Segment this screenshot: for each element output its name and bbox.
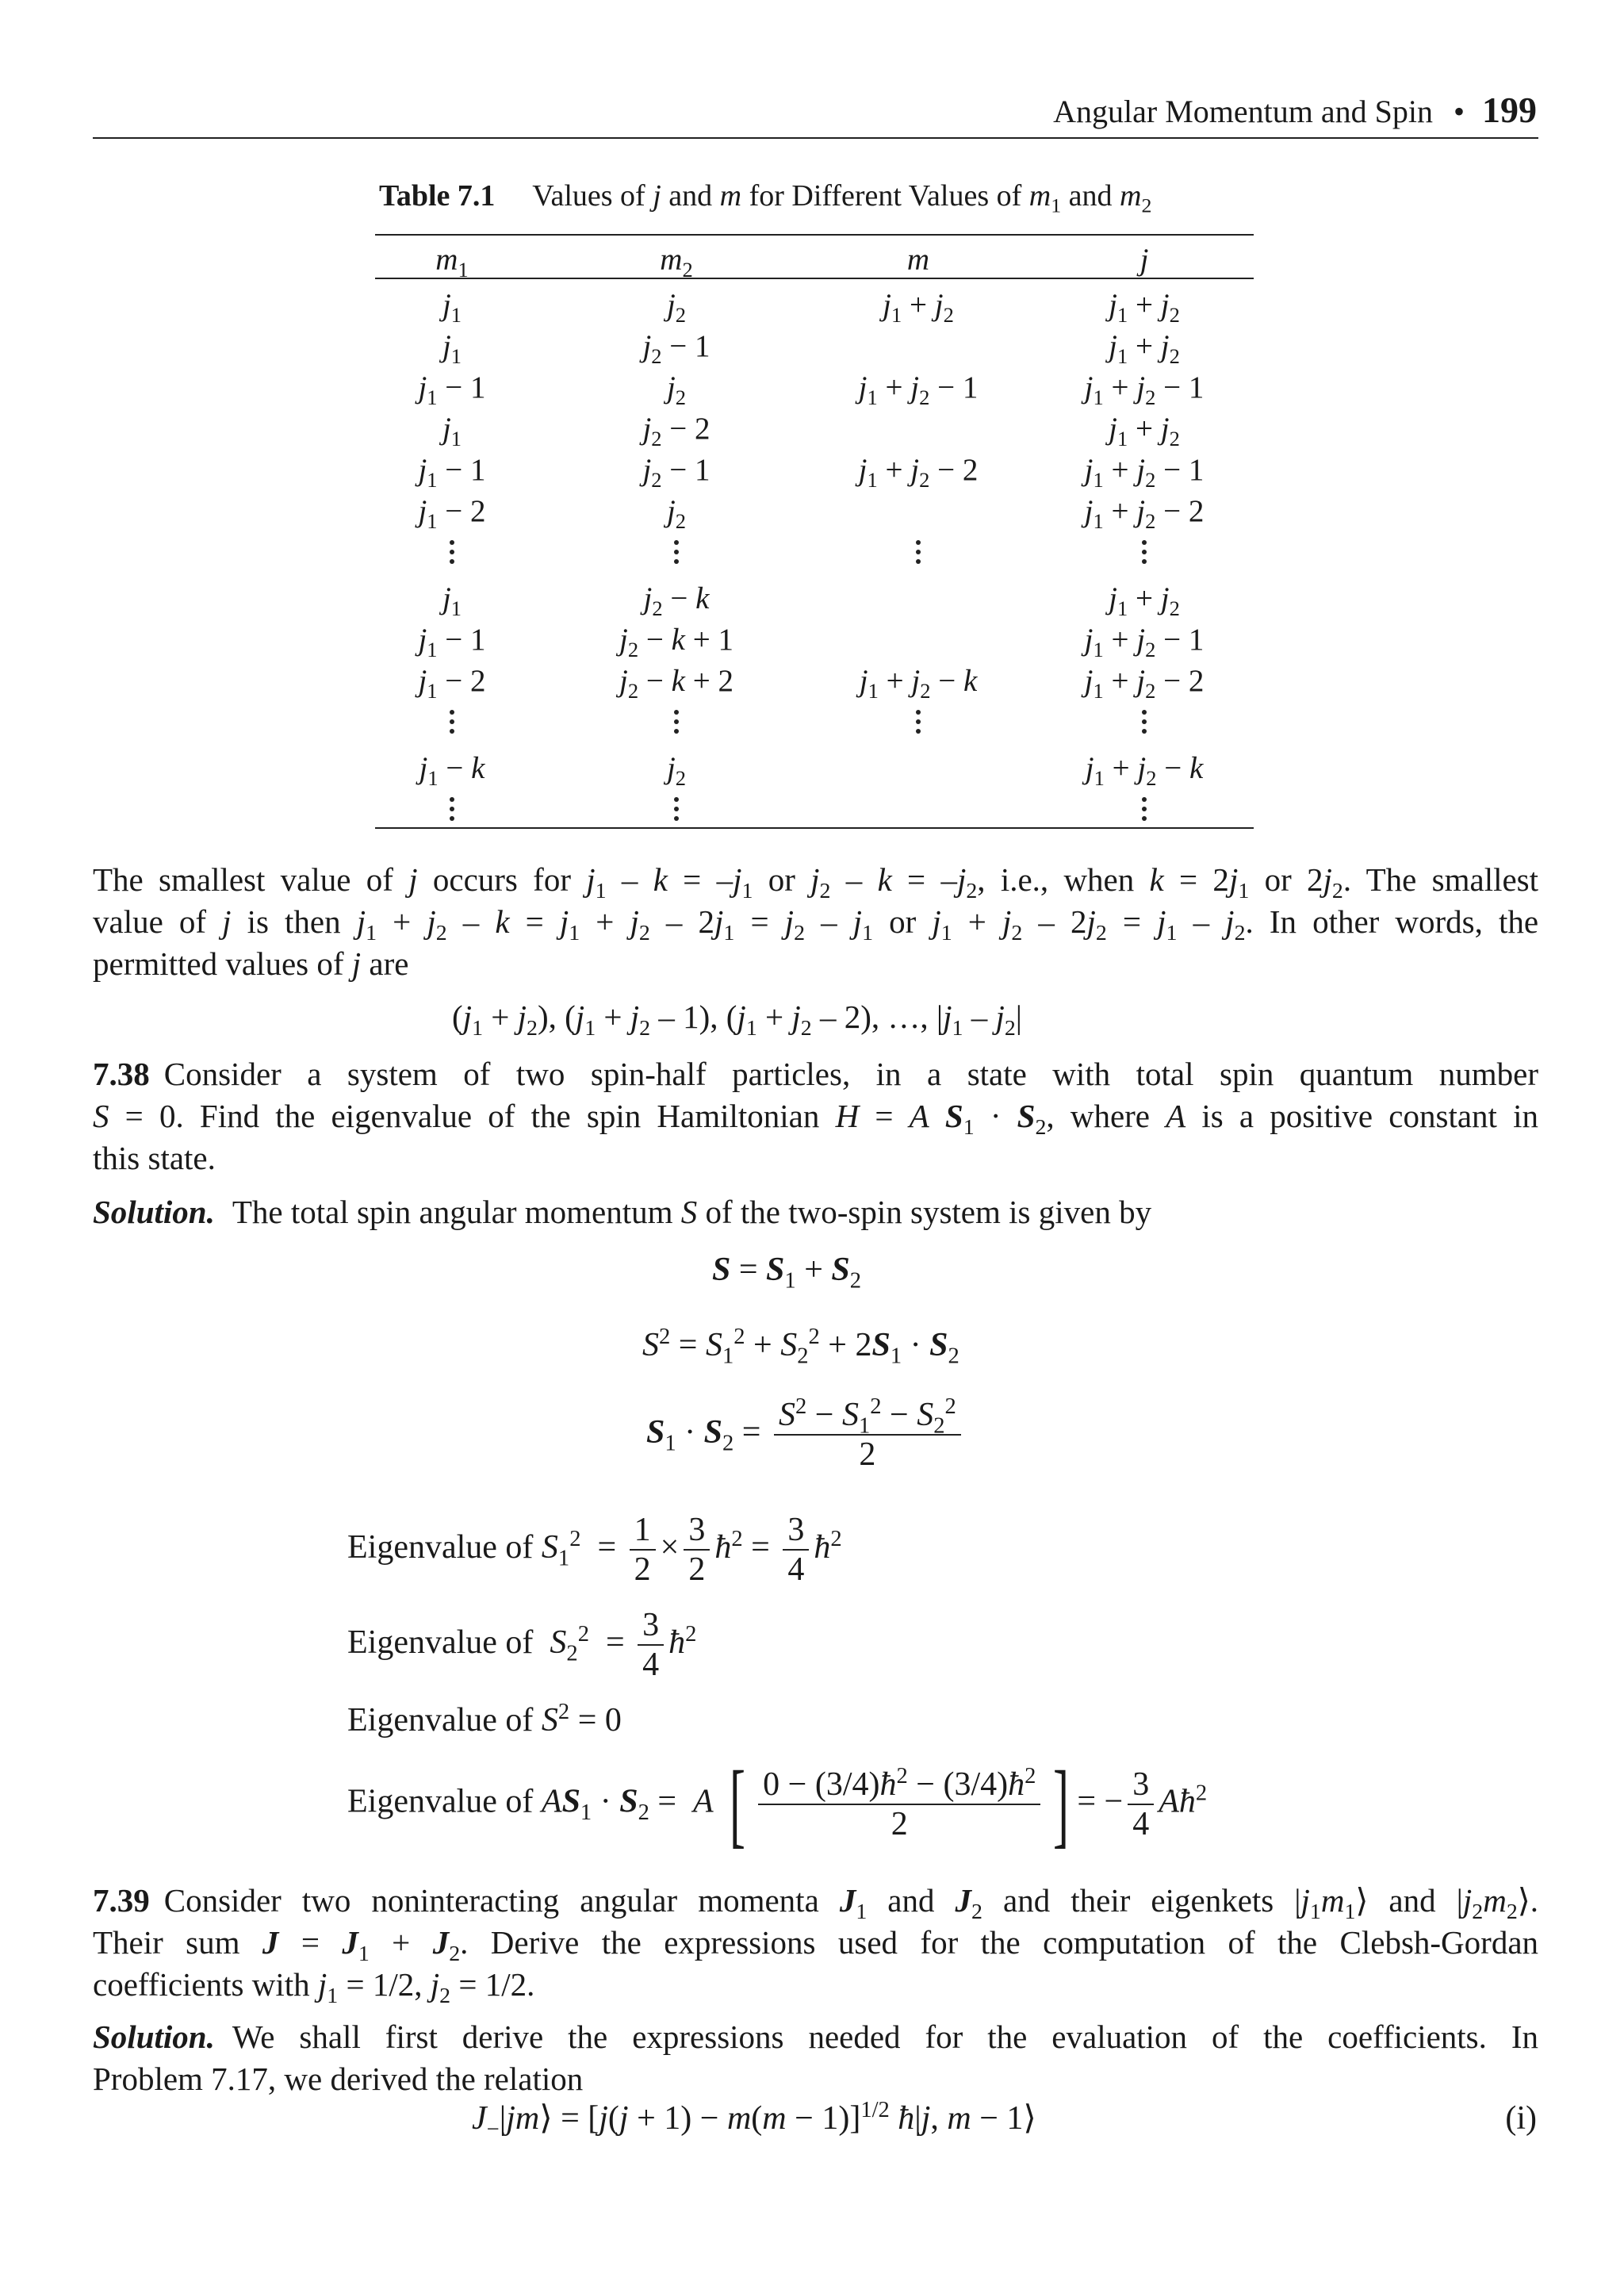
table-bottom-rule: [375, 827, 1254, 829]
table-cell: $j_1 + j_2$: [883, 288, 954, 327]
table-vdots: [341, 540, 563, 569]
table-cell: $j_1 + j_2$: [1109, 581, 1180, 620]
equation-j-range: $(j_1 + j_2)$, $(j_1 + j_2 - 1)$, $(j_1 + j_2 - 2)$, …, $|j_1 - j_2|$: [452, 999, 1022, 1041]
eigenvalue-s-squared: Eigenvalue of $S^2 = 0$: [347, 1700, 622, 1739]
eigenvalue-hamiltonian: Eigenvalue of $AS_1 \cdot S_2 = A$ [ $\frac{0 - (3/4)ħ^2 - (3/4)ħ^2}{2}$ ] = − $\frac{3}{4}$ $Aħ^2$: [347, 1751, 1208, 1857]
equation-tag: (i): [1505, 2100, 1537, 2137]
table-cell: $j_1 + j_2 - 2$: [1084, 664, 1205, 703]
table-cell: $j_1 + j_2 - k$: [1085, 751, 1204, 790]
table-cell: $j_1$: [442, 581, 462, 620]
equation-s-squared: $S^2 = S_1^2 + S_2^2 + 2S_1 \cdot S_2$: [642, 1325, 959, 1369]
table-cell: $j_2$: [666, 288, 687, 327]
table-cell: $j_2$: [666, 751, 687, 790]
table-top-rule: [375, 234, 1254, 236]
table-vdots: [1033, 540, 1255, 569]
table-vdots: [807, 540, 1029, 569]
table-vdots: [807, 710, 1029, 738]
table-cell: $j_1 - k$: [419, 751, 485, 790]
eigenvalue-s1-squared: Eigenvalue of $S_1^2$ = $\frac{1}{2}$ × $\frac{3}{2}$ $ħ^2$ = $\frac{3}{4}$ $ħ^2$: [347, 1512, 842, 1589]
table-cell: $j_1 - 1$: [418, 623, 486, 661]
table-caption-text: Values of j and m for Different Values of $m_1$ and $m_2$: [532, 179, 1152, 217]
table-cell: $j_1 + j_2 - 1$: [1084, 453, 1205, 492]
table-cell: $j_2 - 1$: [642, 453, 710, 492]
table-vdots: [565, 797, 787, 826]
table-vdots: [565, 540, 787, 569]
table-caption: [379, 178, 1152, 217]
table-cell: $j_2 - 1$: [642, 329, 710, 368]
problem-number-7-38: 7.38: [93, 1056, 150, 1092]
solution-7-39: Solution. We shall first derive the expressions needed for the evaluation of the coefficients. In Problem 7.17, we derived the relation: [93, 2019, 1538, 2097]
equation-total-spin: $S = S_1 + S_2$: [712, 1252, 862, 1294]
table-cell: $j_2$: [666, 494, 687, 533]
table-cell: $j_1 + j_2$: [1109, 288, 1180, 327]
solution-label-7-39: Solution.: [93, 2019, 215, 2055]
table-cell: $j_1 - 2$: [418, 494, 486, 533]
problem-7-38: 7.38 Consider a system of two spin-half particles, in a state with total spin quantum number S = 0. Find the eigenvalue of the spin Hamiltonian H = A $S_1 \cdot S_2$, where A is a positive constant in this state.: [93, 1056, 1539, 1176]
running-head: [1053, 89, 1537, 131]
solution-label: Solution.: [93, 1194, 215, 1230]
table-vdots: [1033, 797, 1255, 826]
table-header-m2: $m_2$: [660, 243, 693, 282]
table-vdots: [1033, 710, 1255, 738]
header-rule: [93, 137, 1538, 139]
table-cell: $j_1 + j_2$: [1109, 412, 1180, 450]
table-header-m1: $m_1$: [435, 243, 469, 282]
table-vdots: [565, 710, 787, 738]
table-cell: $j_1 + j_2 - 2$: [1084, 494, 1205, 533]
table-cell: $j_2 - k + 1$: [619, 623, 733, 661]
table-label: Table 7.1: [379, 179, 496, 213]
paragraph-smallest-j: The smallest value of j occurs for $j_1 - k = -j_1$ or $j_2 - k = -j_2$, i.e., when $k = 2j_1$ or $2j_2$. The smallest value of j is then $j_1 + j_2 - k = j_1 + j_2 - 2j_1 = j_2 - j_1$ or $j_1 + j_2 - 2j_2 = j_1 - j_2$. In other words, the permitted values of j are: [93, 861, 1539, 982]
eigenvalue-label: Eigenvalue of: [347, 1528, 534, 1566]
problem-number-7-39: 7.39: [93, 1882, 150, 1919]
table-cell: $j_1$: [442, 288, 462, 327]
table-vdots: [341, 797, 563, 826]
table-cell: $j_1$: [442, 412, 462, 450]
table-cell: $j_1 + j_2 - k$: [859, 664, 978, 703]
table-cell: $j_1 - 1$: [418, 370, 486, 409]
table-cell: $j_1 + j_2 - 1$: [1084, 623, 1205, 661]
table-cell: $j_1 - 2$: [418, 664, 486, 703]
table-cell: $j_2 - k + 2$: [619, 664, 733, 703]
problem-7-39: 7.39 Consider two noninteracting angular momenta $J_1$ and $J_2$ and their eigenkets $|j_1m_1⟩$ and $|j_2m_2⟩$. Their sum $J = J_1 + J_2$. Derive the expressions used for the computation of the Clebsh-Gordan coefficients with $j_1 = 1/2$, $j_2 = 1/2$.: [93, 1882, 1539, 2009]
table-cell: $j_2$: [666, 370, 687, 409]
table-cell: $j_1 + j_2$: [1109, 329, 1180, 368]
equation-s1-dot-s2: $S_1 \cdot S_2$ = $\frac{S^2 - S_1^2 - S_2^2}{2}$: [646, 1396, 966, 1474]
page-number: 199: [1482, 90, 1537, 130]
eigenvalue-s2-squared: Eigenvalue of $S_2^2$ = $\frac{3}{4}$ $ħ^2$: [347, 1607, 697, 1684]
table-cell: $j_2 - 2$: [642, 412, 710, 450]
running-title: Angular Momentum and Spin: [1053, 94, 1433, 129]
table-cell: $j_1$: [442, 329, 462, 368]
table-cell: $j_1 + j_2 - 1$: [1084, 370, 1205, 409]
table-header-j: j: [1139, 243, 1149, 277]
table-cell: $j_1 + j_2 - 2$: [858, 453, 979, 492]
table-cell: $j_1 - 1$: [418, 453, 486, 492]
solution-7-38: Solution. The total spin angular momentum S of the two-spin system is given by: [93, 1194, 1152, 1230]
table-cell: $j_2 - k$: [643, 581, 710, 620]
table-vdots: [341, 710, 563, 738]
bullet-separator: •: [1453, 94, 1465, 129]
equation-lowering-operator: $J_-|jm⟩ = [j(j + 1) - m(m - 1)]^{1/2}$ ħ|j, m − 1⟩: [472, 2098, 1036, 2142]
table-cell: $j_1 + j_2 - 1$: [858, 370, 979, 409]
table-header-m: m: [906, 243, 930, 277]
table-header-rule: [375, 278, 1254, 279]
